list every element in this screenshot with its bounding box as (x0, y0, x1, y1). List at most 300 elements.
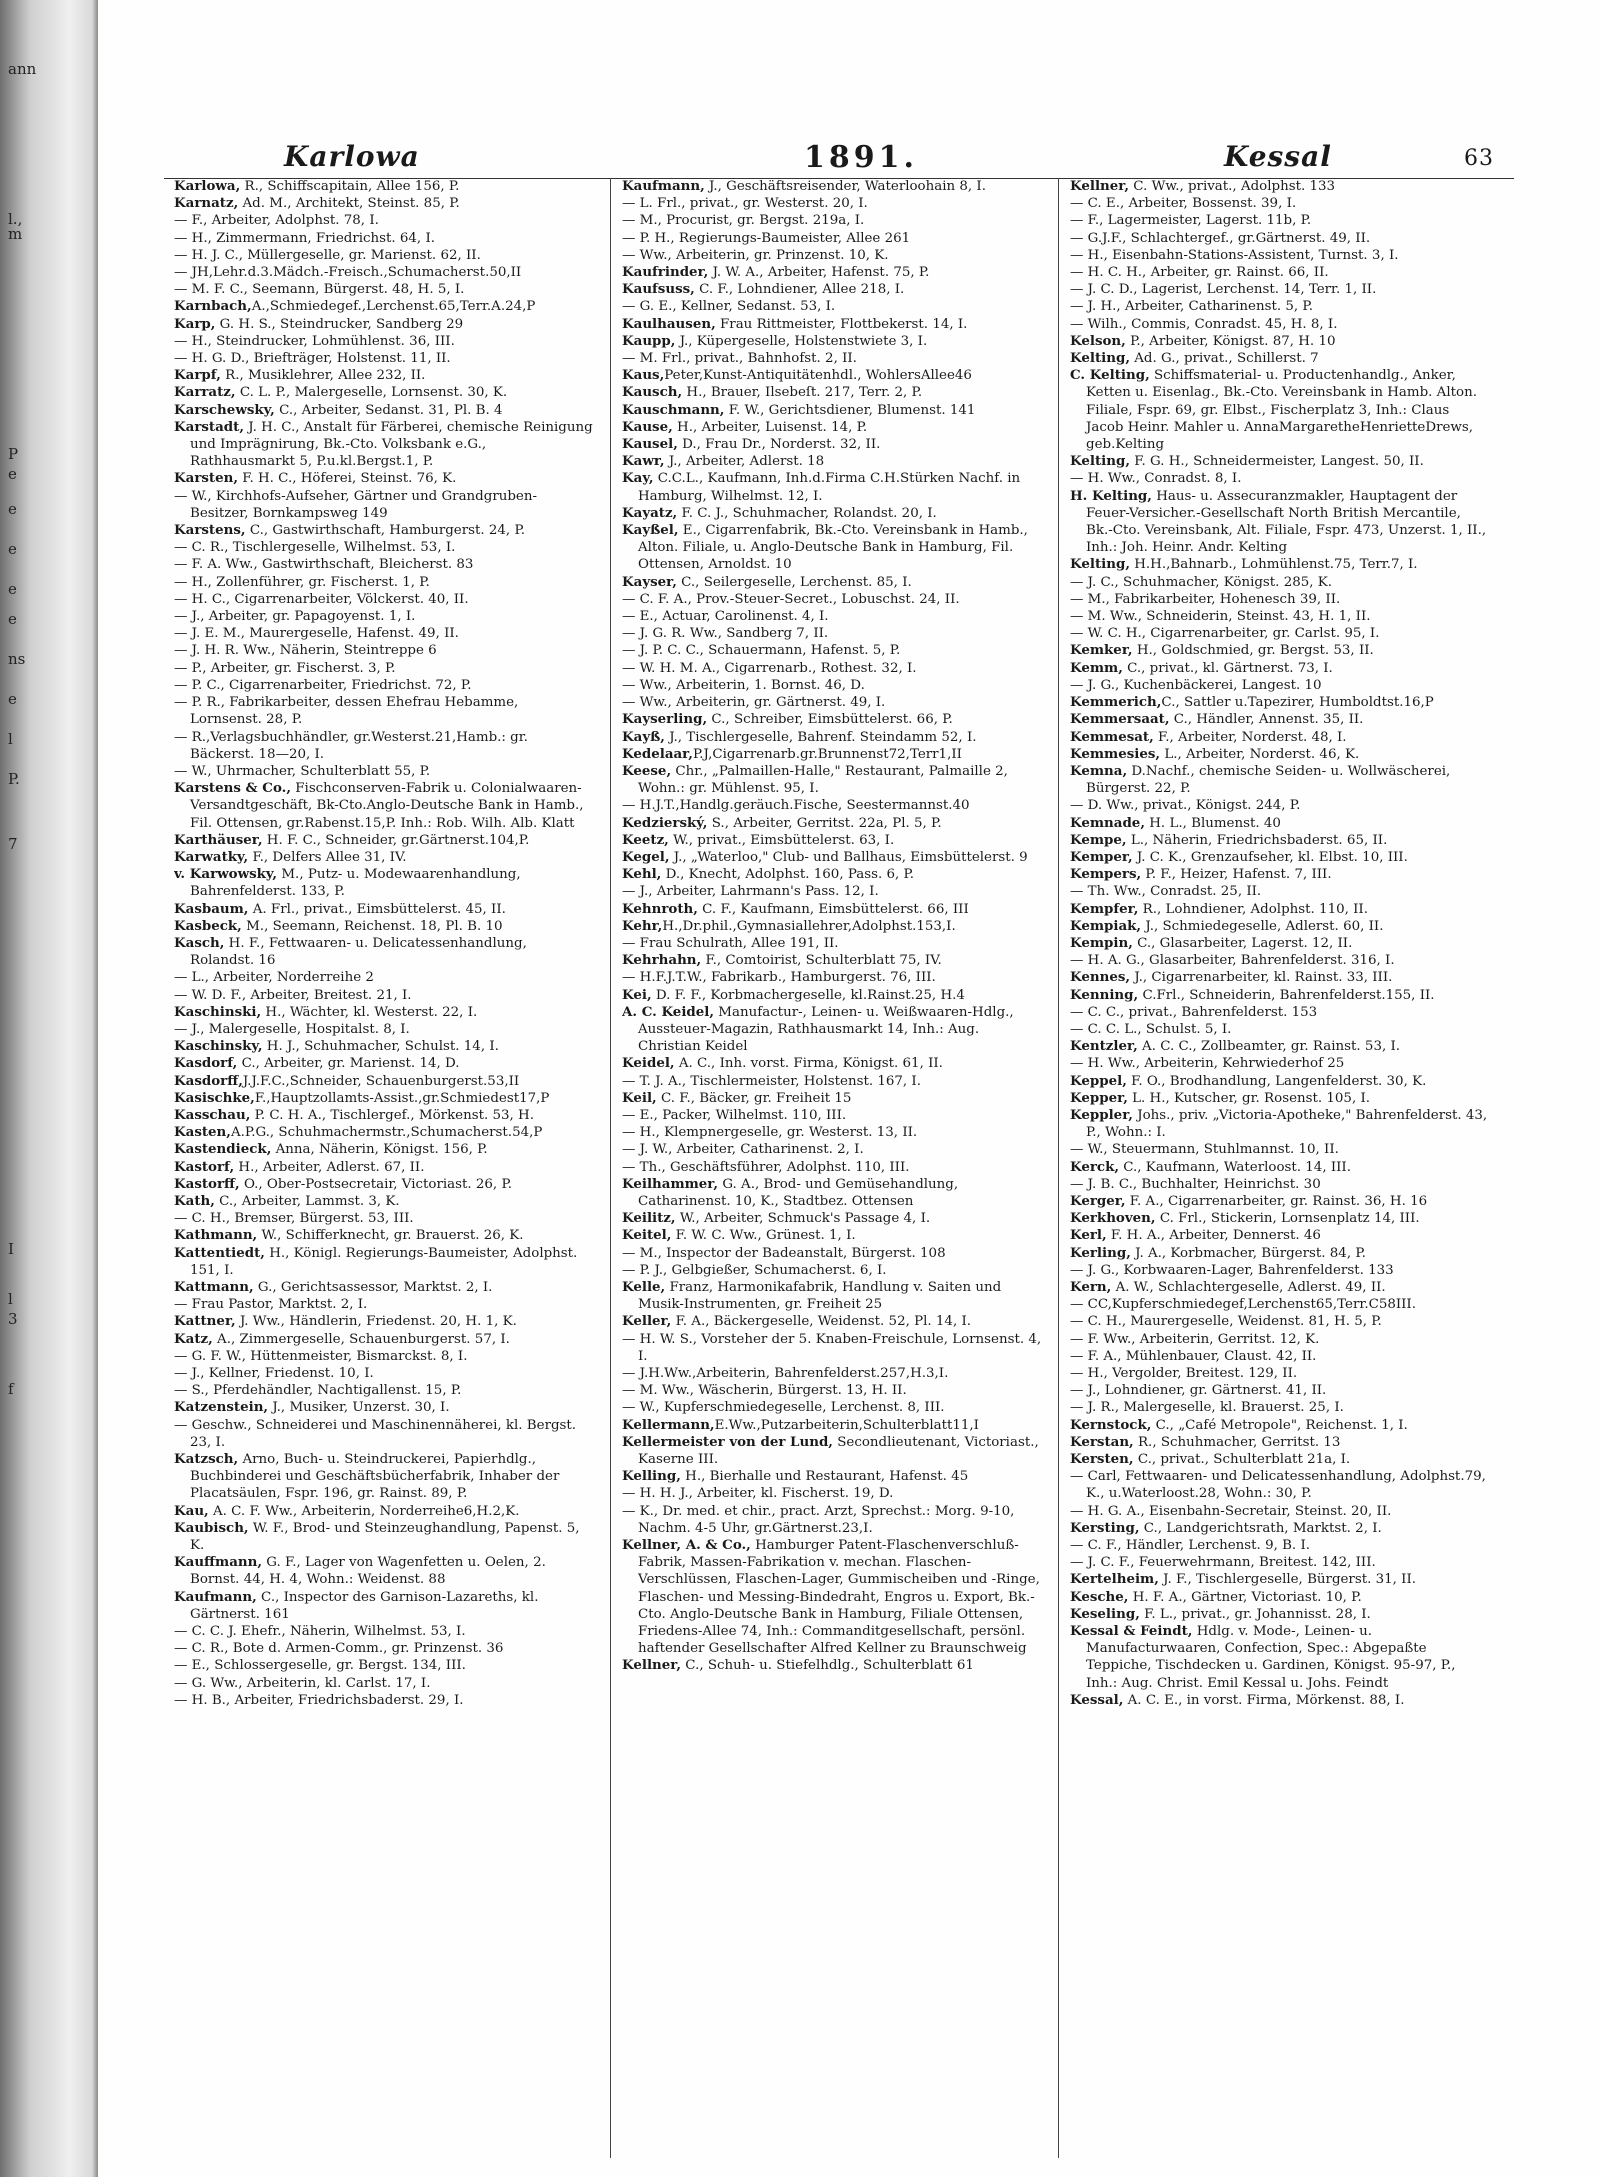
entry-surname: Keller, (622, 1313, 672, 1330)
entry-surname: Karnatz, (174, 195, 239, 212)
entry-surname: Katz, (174, 1330, 213, 1347)
entry-details: Hamburger Patent-Flaschenverschluß-Fabrik, Massen-Fabrikation v. mechan. Flaschen-Verschlüssen, Flaschen-Lager, Gummischeiben und -Ringe, Flaschen- und Messing-Bindedraht, Engros u. Export, Bk.-Cto. Anglo-Deutsche Bank in Hamburg, Filiale Ottensen, Friedens-Allee 74, Inh.: Commanditgesellschaft, persönl. haftender Gesellschafter Alfred Kellner zu Braunschweig (638, 1538, 1040, 1657)
entry-surname: Kenning, (1070, 986, 1139, 1003)
directory-entry (174, 1004, 594, 1021)
directory-entry (622, 350, 1042, 367)
directory-entry (174, 574, 594, 591)
entry-details: — C. C., privat., Bahrenfelderst. 153 (1070, 1004, 1318, 1020)
directory-entry (1070, 1245, 1490, 1262)
directory-entry (1070, 574, 1490, 591)
entry-surname: Kempe, (1070, 831, 1127, 848)
directory-entry (174, 1296, 594, 1313)
entry-details: — T. J. A., Tischlermeister, Holstenst. 167, I. (622, 1073, 921, 1089)
directory-entry (174, 195, 594, 212)
entry-surname: Kessal & Feindt, (1070, 1623, 1193, 1640)
entry-surname: Kelting, (1070, 350, 1130, 367)
directory-entry (174, 1417, 594, 1451)
entry-details: — P. C., Cigarrenarbeiter, Friedrichst. 72, P. (174, 677, 472, 693)
entry-surname: Katzsch, (174, 1451, 239, 1468)
entry-details: — F., Lagermeister, Lagerst. 11b, P. (1070, 213, 1312, 229)
directory-entry (1070, 1382, 1490, 1399)
directory-entry (174, 1331, 594, 1348)
entry-details: — W. D. F., Arbeiter, Breitest. 21, I. (174, 987, 412, 1003)
directory-entry (622, 1073, 1042, 1090)
directory-entry (174, 642, 594, 659)
entry-details: C., „Café Metropole", Reichenst. 1, I. (1151, 1417, 1408, 1433)
entry-columns (164, 178, 1514, 2158)
entry-details: — J. H., Arbeiter, Catharinenst. 5, P. (1070, 299, 1313, 315)
directory-entry (174, 1623, 594, 1640)
entry-surname: Kaubisch, (174, 1519, 249, 1536)
entry-details: — G.J.F., Schlachtergef., gr.Gärtnerst. 49, II. (1070, 230, 1371, 246)
entry-details: — Ww., Arbeiterin, 1. Bornst. 46, D. (622, 677, 865, 693)
entry-details: D., Frau Dr., Norderst. 32, II. (677, 437, 881, 453)
directory-entry (1070, 1073, 1490, 1090)
entry-details: F. W. C. Ww., Grünest. 1, I. (671, 1228, 856, 1244)
entry-surname: Karsten, (174, 470, 239, 487)
entry-details: — H. G. D., Briefträger, Holstenst. 11, II. (174, 351, 451, 367)
entry-details: Chr., „Palmaillen-Halle," Restaurant, Palmaille 2, Wohn.: gr. Mühlenst. 95, I. (638, 763, 1008, 797)
entry-surname: Kern, (1070, 1279, 1112, 1295)
directory-entry (622, 1279, 1042, 1313)
directory-entry (174, 918, 594, 935)
entry-details: — J. P. C. C., Schauermann, Hafenst. 5, P. (622, 643, 901, 659)
directory-entry (1070, 367, 1490, 453)
directory-entry (1070, 264, 1490, 281)
entry-details: F. A., Cigarrenarbeiter, gr. Rainst. 36, H. 16 (1125, 1193, 1428, 1209)
directory-entry (1070, 1331, 1490, 1348)
entry-details: C. Frl., Stickerin, Lornsenplatz 14, III. (1155, 1211, 1420, 1227)
entry-surname: Kau, (174, 1502, 209, 1519)
entry-details: C., Kaufmann, Waterloost. 14, III. (1119, 1159, 1351, 1175)
entry-surname: Kempers, (1070, 866, 1142, 883)
directory-entry (174, 350, 594, 367)
entry-surname: Kausch, (622, 384, 683, 401)
entry-details: C., Glasarbeiter, Lagerst. 12, II. (1132, 935, 1353, 951)
entry-details: C., privat., Schulterblatt 21a, I. (1133, 1452, 1351, 1468)
entry-details: — JH,Lehr.d.3.Mädch.-Freisch.,Schumacherst.50,II (174, 265, 522, 281)
entry-surname: Kerl, (1070, 1227, 1107, 1244)
entry-surname: Kelle, (622, 1279, 666, 1295)
directory-entry (174, 591, 594, 608)
entry-details: H. F., Fettwaaren- u. Delicatessenhandlung, Rolandst. 16 (190, 935, 527, 969)
directory-entry (622, 1210, 1042, 1227)
entry-details: W. F., Brod- und Steinzeughandlung, Papenst. 5, K. (190, 1520, 580, 1554)
entry-surname: Kaschinsky, (174, 1038, 263, 1055)
entry-surname: Kaufmann, (174, 1588, 257, 1605)
directory-entry (1070, 1520, 1490, 1537)
entry-surname: Kasbeck, (174, 917, 242, 934)
directory-entry (622, 436, 1042, 453)
directory-entry (1070, 1090, 1490, 1107)
entry-details: E.Ww.,Putzarbeiterin,Schulterblatt11,I (714, 1417, 979, 1433)
entry-details: C., Inspector des Garnison-Lazareths, kl. Gärtnerst. 161 (190, 1589, 539, 1622)
entry-details: — C. F. A., Prov.-Steuer-Secret., Lobuschst. 24, II. (622, 591, 960, 607)
entry-details: H., Bierhalle und Restaurant, Hafenst. 45 (680, 1469, 969, 1485)
directory-entry (174, 1038, 594, 1055)
directory-entry (174, 1554, 594, 1588)
entry-details: — M. F. C., Seemann, Bürgerst. 48, H. 5, I. (174, 282, 465, 298)
directory-entry (1070, 1554, 1490, 1571)
entry-details: — C. H., Bremser, Bürgerst. 53, III. (174, 1211, 414, 1227)
directory-entry (1070, 298, 1490, 315)
directory-entry (1070, 608, 1490, 625)
entry-details: F.,Hauptzollamts-Assist.,gr.Schmiedest17,P (254, 1090, 550, 1106)
directory-entry (622, 935, 1042, 952)
entry-details: — C. C. L., Schulst. 5, I. (1070, 1021, 1232, 1037)
entry-details: J., Küpergeselle, Holstenstwiete 3, I. (675, 333, 928, 349)
entry-details: — Ww., Arbeiterin, gr. Gärtnerst. 49, I. (622, 695, 886, 711)
entry-surname: Keil, (622, 1089, 657, 1106)
entry-surname: Karratz, (174, 384, 236, 401)
entry-surname: Kerck, (1070, 1158, 1120, 1175)
entry-details: C. L. P., Malergeselle, Lornsenst. 30, K. (235, 385, 508, 401)
directory-entry (1070, 1589, 1490, 1606)
directory-entry (622, 1313, 1042, 1330)
entry-surname: Keilhammer, (622, 1175, 719, 1192)
entry-surname: Kay, (622, 470, 654, 487)
entry-details: — J., Arbeiter, Lahrmann's Pass. 12, I. (622, 884, 879, 900)
entry-surname: Karnbach, (174, 298, 252, 315)
directory-entry (174, 763, 594, 780)
entry-details: Ad. G., privat., Schillerst. 7 (1129, 351, 1319, 367)
directory-entry (174, 402, 594, 419)
directory-entry (1070, 832, 1490, 849)
entry-surname: Kerstan, (1070, 1433, 1134, 1450)
entry-details: — W., Steuermann, Stuhlmannst. 10, II. (1070, 1142, 1339, 1158)
entry-details: — C. R., Bote d. Armen-Comm., gr. Prinzenst. 36 (174, 1641, 504, 1657)
entry-details: W., Schifferknecht, gr. Brauerst. 26, K. (257, 1228, 524, 1244)
directory-entry (1070, 987, 1490, 1004)
entry-surname: Keitel, (622, 1227, 672, 1244)
entry-surname: Kehr, (622, 917, 663, 934)
directory-entry (622, 763, 1042, 797)
entry-details: H., Arbeiter, Adlerst. 67, II. (234, 1159, 425, 1175)
entry-surname: Kayser, (622, 573, 677, 590)
entry-surname: Kelling, (622, 1468, 681, 1485)
entry-details: — P., Arbeiter, gr. Fischerst. 3, P. (174, 660, 396, 676)
directory-entry (174, 729, 594, 763)
entry-details: J., Schmiedegeselle, Adlerst. 60, II. (1141, 918, 1384, 934)
entry-details: H. J., Schuhmacher, Schulst. 14, I. (262, 1039, 499, 1055)
entry-details: — Frau Schulrath, Allee 191, II. (622, 935, 839, 951)
directory-entry (622, 1227, 1042, 1244)
directory-entry (1070, 1279, 1490, 1296)
entry-surname: Kentzler, (1070, 1038, 1138, 1055)
entry-details: — J., Kellner, Friedenst. 10, I. (174, 1366, 374, 1382)
directory-entry (174, 1399, 594, 1416)
entry-details: — J., Lohndiener, gr. Gärtnerst. 41, II. (1070, 1383, 1327, 1399)
entry-details: — J., Arbeiter, gr. Papagoyenst. 1, I. (174, 609, 416, 625)
entry-surname: Keseling, (1070, 1605, 1140, 1622)
margin-fragment: ann (8, 60, 37, 78)
entry-details: — L., Arbeiter, Norderreihe 2 (174, 970, 374, 986)
entry-details: F., Comtoirist, Schulterblatt 75, IV. (701, 953, 942, 969)
margin-fragment: e (8, 500, 17, 518)
margin-fragment: ns (8, 650, 26, 668)
directory-entry (1070, 711, 1490, 728)
entry-details: J. C. K., Grenzaufseher, kl. Elbst. 10, III. (1132, 849, 1408, 865)
directory-entry (174, 470, 594, 487)
directory-entry (174, 1055, 594, 1072)
entry-surname: Kemnade, (1070, 814, 1145, 831)
column-2 (622, 178, 1042, 2158)
entry-details: — D. Ww., privat., Königst. 244, P. (1070, 798, 1301, 814)
directory-entry (1070, 935, 1490, 952)
entry-details: L. H., Kutscher, gr. Rosenst. 105, I. (1127, 1090, 1371, 1106)
entry-details: H., Goldschmied, gr. Bergst. 53, II. (1132, 643, 1374, 659)
entry-details: — Th., Geschäftsführer, Adolphst. 110, III. (622, 1159, 910, 1175)
entry-details: — F. A., Mühlenbauer, Claust. 42, II. (1070, 1348, 1317, 1364)
directory-entry (1070, 1159, 1490, 1176)
directory-entry (174, 247, 594, 264)
directory-page (104, 0, 1600, 2177)
entry-details: — W., Kirchhofs-Aufseher, Gärtner und Grandgruben-Besitzer, Bornkampsweg 149 (174, 488, 537, 521)
entry-surname: Kaus, (622, 367, 665, 384)
entry-details: P., Arbeiter, Königst. 87, H. 10 (1125, 333, 1336, 349)
entry-details: H.H.,Bahnarb., Lohmühlenst.75, Terr.7, I. (1129, 557, 1418, 573)
entry-surname: A. C. Keidel, (622, 1003, 715, 1020)
entry-details: H. F. C., Schneider, gr.Gärtnerst.104,P. (262, 832, 530, 848)
directory-entry (622, 1262, 1042, 1279)
entry-details: D., Knecht, Adolphst. 160, Pass. 6, P. (661, 867, 915, 883)
entry-details: F., Arbeiter, Norderst. 48, I. (1153, 729, 1347, 745)
entry-details: — W., Kupferschmiedegeselle, Lerchenst. 8, III. (622, 1400, 945, 1416)
directory-entry (174, 1640, 594, 1657)
entry-details: — R.,Verlagsbuchhändler, gr.Westerst.21,Hamb.: gr. Bäckerst. 18—20, I. (174, 729, 528, 762)
directory-entry (1070, 316, 1490, 333)
entry-surname: Kedzierský, (622, 814, 708, 831)
entry-details: A., Zimmergeselle, Schauenburgerst. 57, I. (212, 1331, 510, 1347)
directory-entry (622, 453, 1042, 470)
directory-entry (622, 677, 1042, 694)
entry-surname: Kepper, (1070, 1089, 1128, 1106)
entry-details: — F. Ww., Arbeiterin, Gerritst. 12, K. (1070, 1331, 1320, 1347)
entry-surname: Kemmesies, (1070, 745, 1161, 762)
directory-entry (622, 1434, 1042, 1468)
entry-details: — J. C. F., Feuerwehrmann, Breitest. 142, III. (1070, 1555, 1376, 1571)
entry-details: H. F. A., Gärtner, Victoriast. 10, P. (1128, 1589, 1362, 1605)
entry-surname: H. Kelting, (1070, 487, 1152, 504)
directory-entry (1070, 1503, 1490, 1520)
entry-details: — E., Actuar, Carolinenst. 4, I. (622, 609, 829, 625)
entry-surname: Kempfer, (1070, 900, 1139, 917)
entry-details: — H. H. J., Arbeiter, kl. Fischerst. 19, D. (622, 1486, 894, 1502)
entry-surname: Kersten, (1070, 1451, 1134, 1468)
entry-details: — H. C., Cigarrenarbeiter, Völckerst. 40, II. (174, 591, 469, 607)
entry-details: Hdlg. v. Mode-, Leinen- u. Manufacturwaaren, Confection, Spec.: Abgepaßte Teppiche, Tischdecken u. Gardinen, Königst. 95-97, P., Inh.: Aug. Christ. Emil Kessal u. Johs. Feindt (1086, 1624, 1456, 1691)
entry-details: — E., Schlossergeselle, gr. Bergst. 134, III. (174, 1658, 466, 1674)
entry-details: A. C. C., Zollbeamter, gr. Rainst. 53, I. (1137, 1039, 1401, 1055)
entry-surname: Karwatky, (174, 848, 249, 865)
entry-details: R., Schiffscapitain, Allee 156, P. (240, 179, 460, 194)
previous-page-fragments (0, 0, 98, 2177)
entry-details: M., Putz- u. Modewaarenhandlung, Bahrenfelderst. 133, P. (190, 867, 521, 900)
entry-details: — C. R., Tischlergeselle, Wilhelmst. 53, I. (174, 540, 456, 556)
entry-surname: Kasischke, (174, 1089, 255, 1106)
page-number: 63 (1464, 146, 1494, 171)
directory-entry (622, 901, 1042, 918)
directory-entry (622, 281, 1042, 298)
entry-surname: Kempiak, (1070, 917, 1142, 934)
directory-entry (622, 1399, 1042, 1416)
entry-surname: v. Karwowsky, (174, 866, 278, 883)
directory-entry (174, 488, 594, 522)
entry-details: F. G. H., Schneidermeister, Langest. 50, II. (1129, 454, 1424, 470)
margin-fragment: e (8, 465, 17, 483)
entry-surname: Kerkhoven, (1070, 1210, 1156, 1227)
entry-details: — M. Frl., privat., Bahnhofst. 2, II. (622, 351, 857, 367)
margin-fragment: m (8, 225, 23, 243)
directory-entry (622, 402, 1042, 419)
directory-entry (622, 918, 1042, 935)
entry-details: — CC,Kupferschmiedegef,Lerchenst65,Terr.C58III. (1070, 1297, 1416, 1313)
entry-surname: Kemmerich, (1070, 694, 1162, 711)
entry-details: J. Ww., Händlerin, Friedenst. 20, H. 1, K. (235, 1314, 517, 1330)
entry-details: — L. Frl., privat., gr. Westerst. 20, I. (622, 196, 868, 212)
entry-details: F. C. J., Schuhmacher, Rolandst. 20, I. (677, 505, 937, 521)
entry-details: C. F., Kaufmann, Eimsbüttelerst. 66, III (697, 901, 969, 917)
directory-entry (1070, 901, 1490, 918)
directory-entry (1070, 1107, 1490, 1141)
entry-details: — C. H., Maurergeselle, Weidenst. 81, H. 5, P. (1070, 1314, 1382, 1330)
entry-details: — Wilh., Commis, Conradst. 45, H. 8, I. (1070, 316, 1338, 332)
directory-entry (174, 677, 594, 694)
entry-details: — P. J., Gelbgießer, Schumacherst. 6, I. (622, 1262, 887, 1278)
directory-entry (174, 866, 594, 900)
directory-entry (1070, 178, 1490, 195)
directory-entry (174, 316, 594, 333)
entry-surname: Kemker, (1070, 642, 1133, 659)
directory-entry (1070, 1296, 1490, 1313)
entry-details: — J. G., Korbwaaren-Lager, Bahrenfelderst. 133 (1070, 1262, 1394, 1278)
entry-details: — H.F.J.T.W., Fabrikarb., Hamburgerst. 76, III. (622, 970, 936, 986)
entry-surname: Kessal, (1070, 1691, 1124, 1708)
entry-details: — H., Zimmermann, Friedrichst. 64, I. (174, 230, 435, 246)
entry-surname: Karstens, (174, 522, 246, 539)
entry-details: — M. Ww., Schneiderin, Steinst. 43, H. 1, II. (1070, 609, 1371, 625)
entry-surname: Kattner, (174, 1313, 236, 1330)
directory-entry (1070, 729, 1490, 746)
margin-fragment: e (8, 610, 17, 628)
entry-surname: Kayßel, (622, 522, 679, 539)
directory-entry (622, 608, 1042, 625)
directory-entry (1070, 866, 1490, 883)
entry-details: — J. W., Arbeiter, Catharinenst. 2, I. (622, 1142, 864, 1158)
directory-entry (174, 935, 594, 969)
entry-surname: Kernstock, (1070, 1416, 1152, 1433)
entry-surname: Kei, (622, 986, 652, 1003)
directory-entry (1070, 1348, 1490, 1365)
directory-entry (1070, 642, 1490, 659)
directory-entry (174, 694, 594, 728)
entry-surname: Kaufsuss, (622, 281, 695, 298)
directory-entry (622, 1245, 1042, 1262)
entry-details: — J. C. D., Lagerist, Lerchenst. 14, Terr. 1, II. (1070, 282, 1377, 298)
directory-entry (174, 969, 594, 986)
entry-details: — H., Zollenführer, gr. Fischerst. 1, P. (174, 574, 430, 590)
directory-entry (174, 1365, 594, 1382)
directory-entry (622, 1537, 1042, 1657)
entry-surname: Kemmersaat, (1070, 711, 1170, 728)
directory-entry (174, 1159, 594, 1176)
entry-surname: Kelting, (1070, 453, 1130, 470)
directory-entry (1070, 694, 1490, 711)
margin-fragment: l (8, 730, 13, 748)
directory-entry (174, 1382, 594, 1399)
directory-entry (622, 1485, 1042, 1502)
entry-details: J. H. C., Anstalt für Färberei, chemische Reinigung und Imprägnirung, Bk.-Cto. Volksbank e.G., Rathhausmarkt 5, P.u.kl.Bergst.1, P. (190, 419, 593, 470)
entry-surname: Keppler, (1070, 1106, 1133, 1123)
directory-entry (1070, 1417, 1490, 1434)
column-divider (1058, 178, 1059, 2158)
directory-entry (174, 1227, 594, 1244)
entry-details: H.,Dr.phil.,Gymnasiallehrer,Adolphst.153,I. (662, 918, 956, 934)
entry-details: L., Näherin, Friedrichsbaderst. 65, II. (1126, 832, 1388, 848)
entry-details: A.P.G., Schuhmachermstr.,Schumacherst.54,P (230, 1125, 543, 1141)
directory-entry (174, 1090, 594, 1107)
directory-entry (622, 367, 1042, 384)
directory-entry (622, 969, 1042, 986)
entry-details: Peter,Kunst-Antiquitätenhdl., WohlersAllee46 (664, 368, 972, 384)
directory-entry (1070, 1193, 1490, 1210)
entry-surname: Kaulhausen, (622, 315, 716, 332)
entry-details: C., Landgerichtsrath, Marktst. 2, I. (1139, 1520, 1382, 1536)
directory-entry (1070, 883, 1490, 900)
entry-details: Secondlieutenant, Victoriast., Kaserne III. (638, 1434, 1039, 1468)
directory-entry (622, 212, 1042, 229)
entry-details: Fischconserven-Fabrik u. Colonialwaaren-Versandtgeschäft, Bk-Cto.Anglo-Deutsche Bank in Hamb., Fil. Ottensen, gr.Rabenst.15,P. Inh.: Rob. Wilh. Alb. Klatt (190, 781, 584, 831)
margin-fragment: 3 (8, 1310, 18, 1328)
entry-details: A. C. E., in vorst. Firma, Mörkenst. 88, I. (1123, 1692, 1405, 1708)
entry-details: C., Händler, Annenst. 35, II. (1169, 712, 1364, 728)
directory-entry (1070, 1210, 1490, 1227)
directory-entry (622, 1055, 1042, 1072)
entry-details: J. A., Korbmacher, Bürgerst. 84, P. (1130, 1245, 1366, 1261)
directory-entry (1070, 1692, 1490, 1709)
entry-surname: Kauffmann, (174, 1554, 263, 1571)
directory-entry (1070, 591, 1490, 608)
directory-entry (1070, 195, 1490, 212)
directory-entry (622, 1124, 1042, 1141)
directory-entry (174, 1451, 594, 1503)
directory-entry (174, 608, 594, 625)
directory-entry (1070, 556, 1490, 573)
directory-entry (622, 1004, 1042, 1056)
directory-entry (174, 901, 594, 918)
entry-details: C., Schreiber, Eimsbüttelerst. 66, P. (707, 712, 953, 728)
entry-details: G. H. S., Steindrucker, Sandberg 29 (215, 316, 464, 332)
entry-surname: Kellner, (1070, 178, 1130, 194)
directory-entry (174, 1279, 594, 1296)
directory-entry (174, 1657, 594, 1674)
entry-surname: Kelting, (1070, 556, 1130, 573)
entry-surname: Kemmesat, (1070, 728, 1154, 745)
directory-entry (622, 230, 1042, 247)
entry-surname: Kauschmann, (622, 401, 725, 418)
directory-entry (174, 1193, 594, 1210)
entry-surname: Kaufrinder, (622, 264, 709, 281)
directory-entry (622, 247, 1042, 264)
entry-surname: Kastorff, (174, 1175, 240, 1192)
directory-entry (1070, 969, 1490, 986)
entry-surname: Kehl, (622, 866, 662, 883)
directory-entry (622, 1176, 1042, 1210)
directory-entry (174, 333, 594, 350)
directory-entry (622, 470, 1042, 504)
entry-details: Haus- u. Assecuranzmakler, Hauptagent der Feuer-Versicher.-Gesellschaft North British Mercantile, Bk.-Cto. Vereinsbank, Alt. Filiale, Fspr. 473, Unzerst. 1, II., Inh.: Joh. Heinr. Andr. Kelting (1086, 488, 1487, 556)
entry-details: G., Gerichtsassessor, Marktst. 2, I. (253, 1280, 493, 1295)
